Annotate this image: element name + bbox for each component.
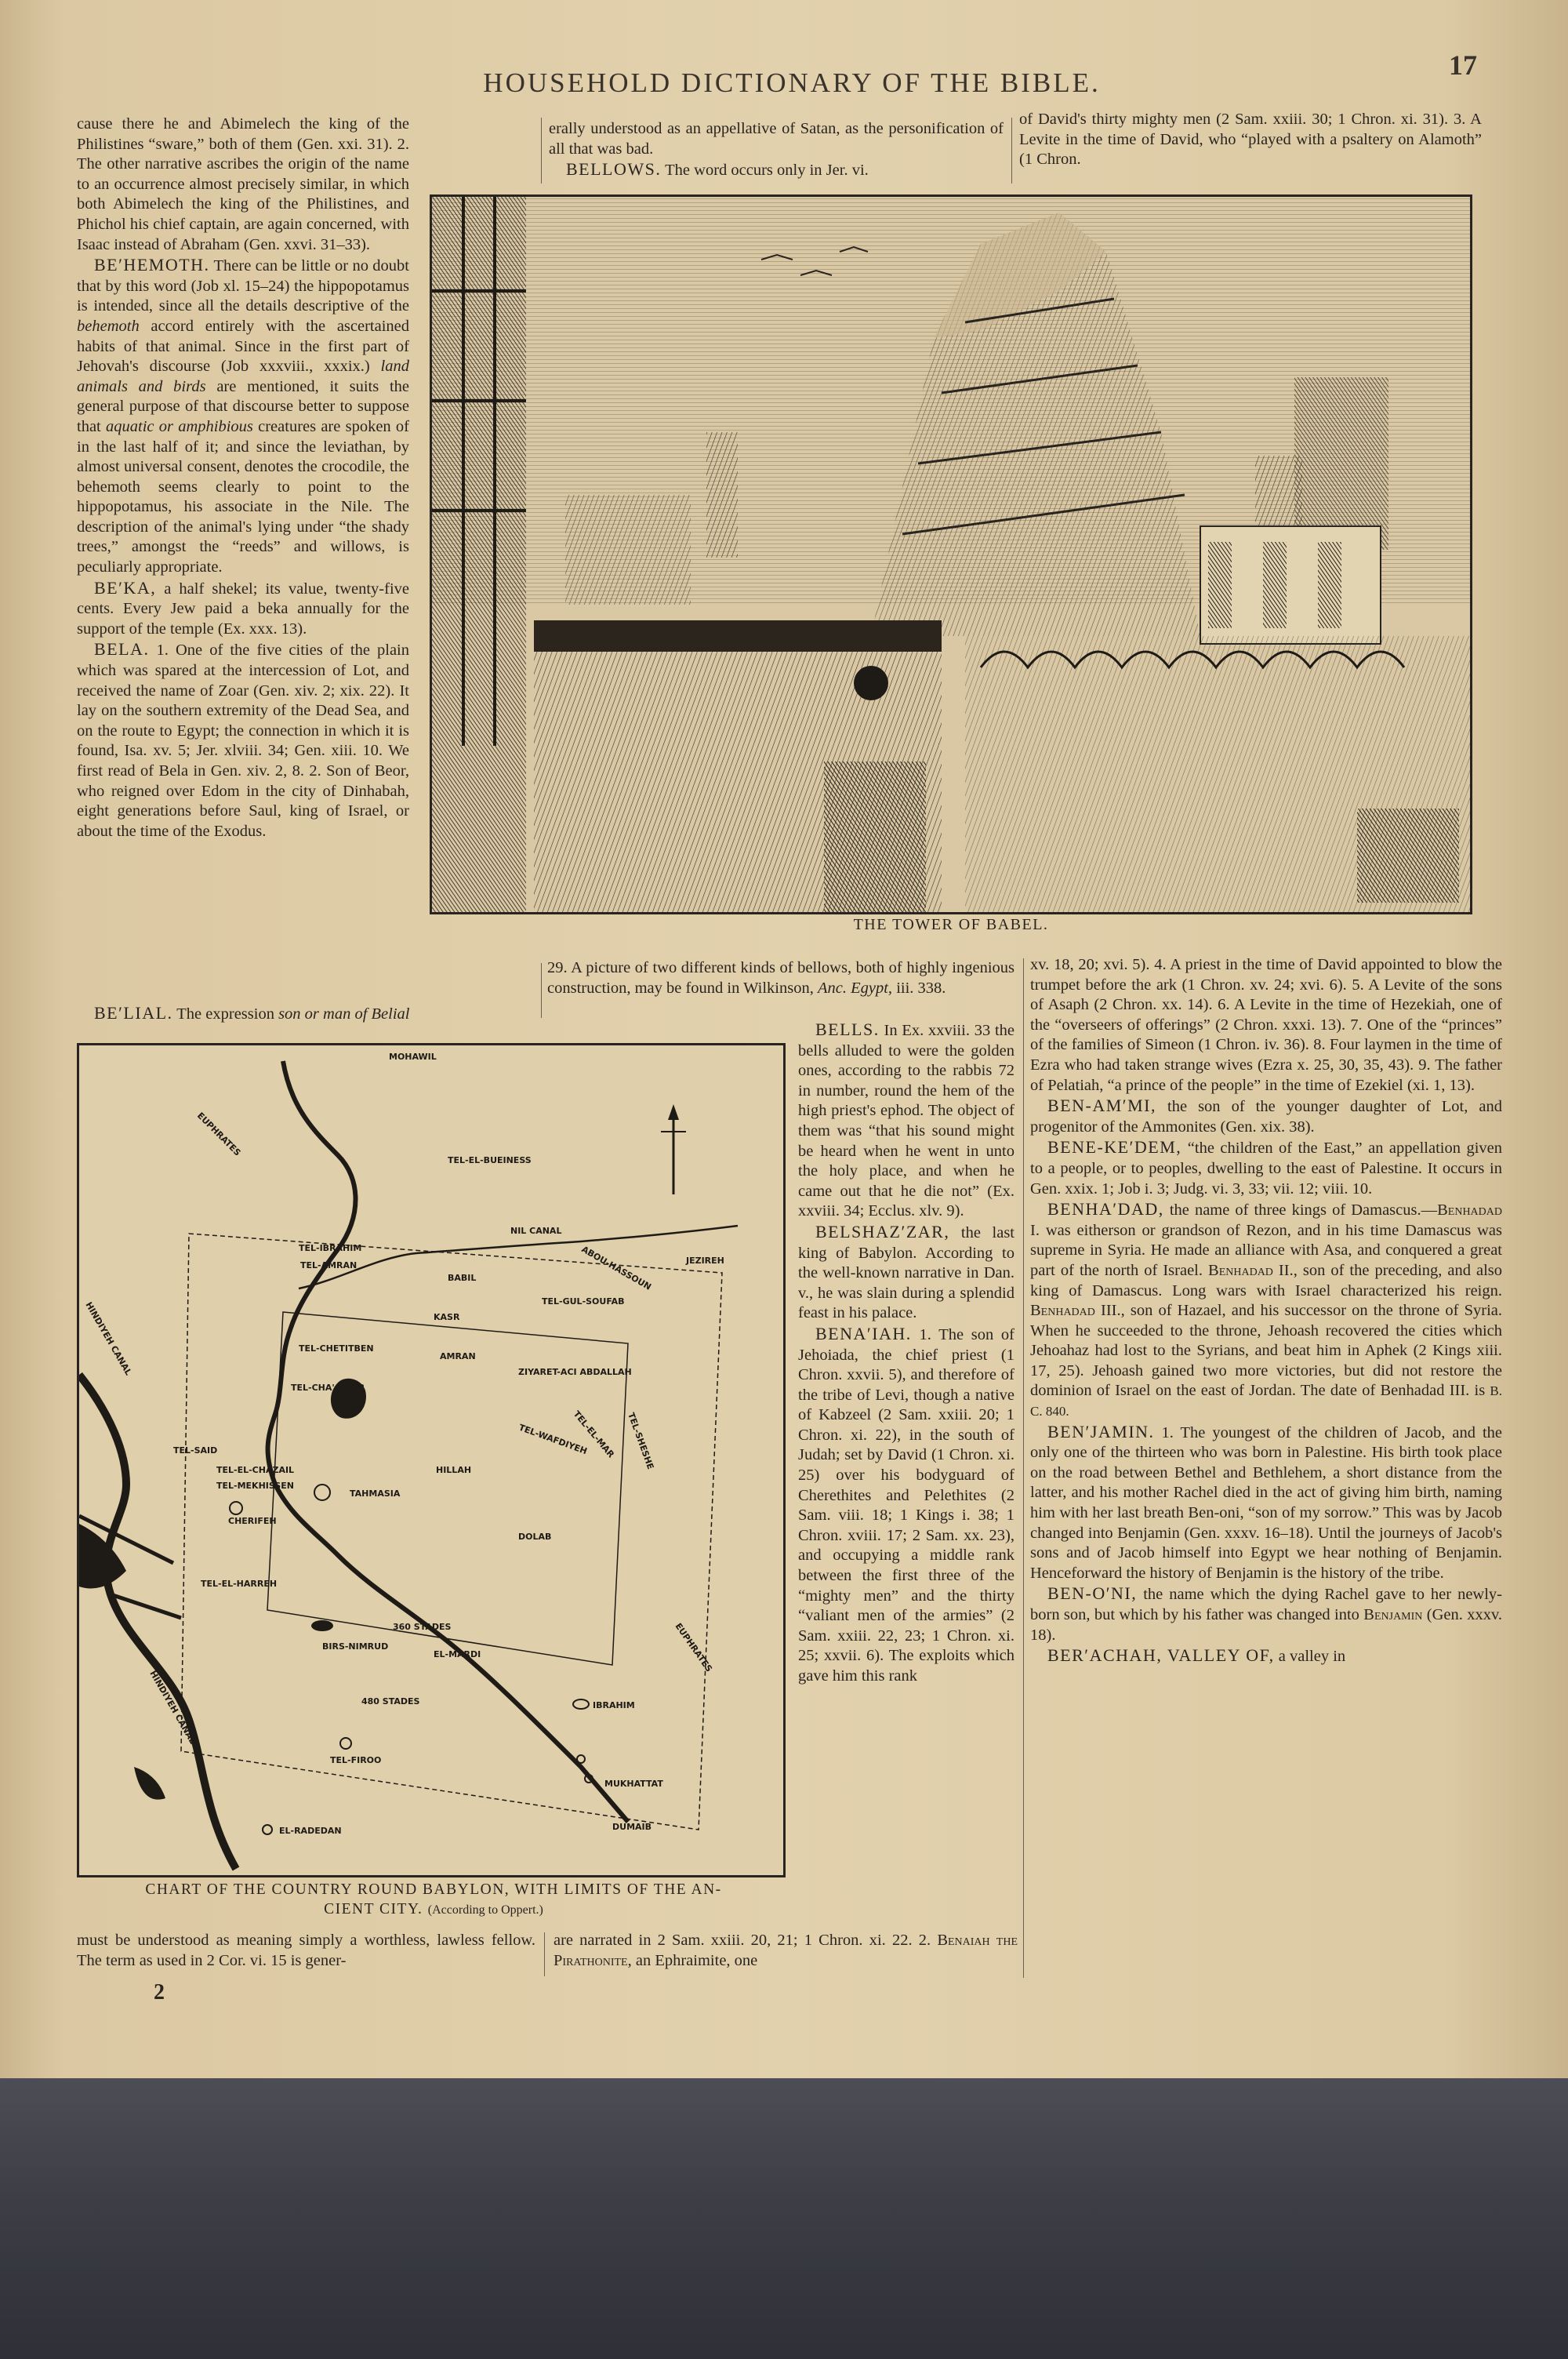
outer-limits — [181, 1234, 722, 1830]
engraving-art — [432, 197, 1470, 912]
map-label: NIL CANAL — [510, 1226, 562, 1236]
distant-towers — [1294, 377, 1388, 550]
headword-beka: BE′KA, — [94, 577, 157, 598]
headword-bellows: BELLOWS. — [566, 159, 662, 180]
map-label: DOLAB — [518, 1532, 552, 1542]
column-bottom-middle: are narrated in 2 Sam. xxiii. 20, 21; 1 Chron. xi. 22. 2. Benaiah the Pirathonite, an Ephraimite, one — [554, 1932, 1018, 1969]
map-label: KASR — [434, 1312, 460, 1322]
map-label: TEL-EL-MAR — [571, 1408, 616, 1460]
headword-benaiah: BENA′IAH. — [815, 1323, 912, 1343]
map-caption: CHART OF THE COUNTRY ROUND BABYLON, WITH LIMITS OF THE AN- CIENT CITY. (According to Oppert.) — [145, 1881, 722, 1917]
entry-bells: BELLS. In Ex. xxviii. 33 the bells alluded to were the golden ones, according to the rabbis 72 in number, round the hem of the high priest's ephod. The object of them was “that his sound might be heard when he went in unto the holy place, and when he came out that he die not” (Ex. xxviii. 34; Ecclus. xlv. 9). — [798, 1020, 1015, 1220]
map-label: TEL-FIROO — [330, 1755, 382, 1765]
map-label: TAHMASIA — [350, 1488, 401, 1499]
map-label: BABIL — [448, 1273, 477, 1283]
headword-bela: BELA. — [94, 639, 150, 660]
headword-belial: BE′LIAL. — [94, 1003, 173, 1023]
column-bottom-left: must be understood as meaning simply a worthless, lawless fellow. The term as used in 2 Cor. vi. 15 is gener- — [77, 1932, 535, 1969]
map-label: ABOU-HASSOUN — [579, 1244, 653, 1292]
entry-benoni: BEN-O′NI, the name which the dying Rachel gave to her newly-born son, but which by his father was changed into Benjamin (Gen. xxxv. 18). — [1030, 1583, 1503, 1644]
headword-benammi: BEN-AM′MI, — [1047, 1096, 1156, 1116]
paragraph-cause: cause there he and Abimelech the king of the Philistines “sware,” both of them (Gen. xxi. 31). 2. The other narrative ascribes the origin of the name to an occurrence almost precisely similar, in which both Abimelech the king of the Philistines, and Phichol his chief captain, are again concerned, with Isaac instead of Abraham (Gen. xxvi. 31–33). — [77, 115, 409, 253]
entry-benaiah: BENA′IAH. 1. The son of Jehoiada, the chief priest (1 Chron. xxvii. 5), and therefore of the tribe of Levi, though a native of Kabzeel (2 Sam. xxiii. 20; 1 Chron. xi. 22), in the south of Judah; set by David (1 Chron. xi. 25) over his bodyguard of Cherethites and Pelethites (2 Sam. viii. 18; 1 Kings i. 38; 1 Chron. xviii. 17; 2 Sam. xx. 23), and occupying a middle rank between the first three of the “mighty men” and the thirty “valiant men of the armies” (2 Sam. xxiii. 22, 23; 1 Chron. xi. 25; xxvii. 6). The exploits which gave him this rank — [798, 1323, 1014, 1685]
headword-berachah: BER′ACHAH, VALLEY OF, — [1047, 1645, 1275, 1666]
map-label: TEL-SAID — [173, 1445, 218, 1456]
map-label: HINDIYEH CANAL — [83, 1300, 134, 1377]
map-label: TEL-SHESHE — [626, 1411, 656, 1471]
column-top-middle: erally understood as an appellative of Satan, as the personification of all that was bad. BELLOWS. The word occurs only in Jer. vi. — [549, 119, 1004, 181]
map-label: 360 STADES — [393, 1622, 452, 1632]
column-bells — [798, 1020, 1014, 1687]
column-rule — [1023, 958, 1024, 1978]
inner-limits — [267, 1312, 628, 1665]
headword-benhadad: BENHA′DAD, — [1047, 1199, 1164, 1219]
map-label: TEL-EL-CHAZAIL — [216, 1465, 295, 1475]
map-label: EL-RADEDAN — [279, 1826, 342, 1836]
statue — [854, 666, 888, 700]
headword-bells: BELLS. — [815, 1020, 880, 1039]
map-art — [79, 1045, 783, 1875]
map-label: DUMAIB — [612, 1822, 652, 1832]
tower-of-babel-engraving — [430, 194, 1472, 914]
entry-berachah: BER′ACHAH, VALLEY OF, a valley in — [1047, 1645, 1346, 1666]
headword-benjamin: BEN′JAMIN. — [1047, 1421, 1155, 1441]
map-label: TEL-IBRAHIM — [299, 1243, 362, 1253]
map-label: JEZIREH — [686, 1256, 724, 1266]
map-label: AMRAN — [440, 1351, 476, 1361]
map-label: IBRAHIM — [593, 1700, 635, 1710]
entry-benammi: BEN-AM′MI, the son of the younger daughter of Lot, and progenitor of the Ammonites (Gen. xix. 38). — [1030, 1096, 1503, 1136]
entry-beka: BE′KA, a half shekel; its value, twenty-five cents. Every Jew paid a beka annually for the support of the temple (Ex. xxx. 13). — [77, 577, 409, 638]
signature-mark: 2 — [154, 1980, 165, 2005]
map-label: EUPHRATES — [673, 1621, 714, 1674]
entry-belial: BE′LIAL. The expression son or man of Belial — [94, 1003, 410, 1023]
scaffolding — [432, 197, 526, 912]
map-label: CHERIFEH — [228, 1516, 277, 1526]
map-label: BIRS-NIMRUD — [322, 1641, 389, 1652]
map-label: HINDIYEH CANAL — [147, 1669, 198, 1746]
headword-behemoth: BE′HEMOTH. — [94, 255, 210, 275]
entry-bela: BELA. 1. One of the five cities of the plain which was spared at the intercession of Lot, and received the name of Zoar (Gen. xiv. 2; xix. 22). It lay on the southern extremity of the Dead Sea, and on the route to Egypt; the connection in which it is found, Isa. xv. 5; Jer. xlviii. 34; Gen. xiii. 10. We first read of Bela in Gen. xiv. 2, 8. 2. Son of Beor, who reigned over Edom in the city of Dinhabah, eight generations before Saul, king of Israel, or about the time of the Exodus. — [77, 639, 409, 840]
entry-benhadad: BENHA′DAD, the name of three kings of Damascus.—Benhadad I. was eitherson or grandson of Rezon, and in his time Damascus was supreme in Syria. He made an alliance with Asa, and conquered a great part of the north of Israel. Benhadad II., son of the preceding, and also king of Damascus. Long wars with Israel characterized his reign. Benhadad III., son of Hazael, and his successor on the throne of Syria. When he succeeded to the throne, Jehoash recovered the cities which Jehoahaz had lost to the Syrians, and beat him in Aphek (2 Kings xiii. 17, 25). Jehoash gained two more victories, but did not restore the dominion of Israel on the east of Jordan. The date of Benhadad III. is B. C. 840. — [1030, 1199, 1503, 1419]
headword-benoni: BEN-O′NI, — [1047, 1583, 1138, 1604]
surface-below-page — [0, 2078, 1568, 2359]
map-label: EL-MARDI — [434, 1649, 481, 1659]
headword-benekedem: BENE-KE′DEM, — [1047, 1137, 1182, 1158]
map-label: ZIYARET-ACI ABDALLAH — [518, 1367, 632, 1377]
map-label: TEL-AMRAN — [300, 1260, 358, 1270]
column-top-left — [77, 114, 409, 841]
map-label: TEL-WAFDIYEH — [517, 1422, 589, 1457]
column-rule — [544, 1932, 545, 1976]
map-label: TEL-EL-BUEINESS — [448, 1155, 532, 1165]
entry-benekedem: BENE-KE′DEM, “the children of the East,” an appellation given to a people, or to peoples, dwelling to the east of Palestine. It occurs in Gen. xxix. 1; Job i. 3; Judg. vi. 3, 33; vii. 12; viii. 10. — [1030, 1137, 1503, 1198]
headword-belshazzar: BELSHAZ′ZAR, — [815, 1221, 950, 1241]
entry-benjamin: BEN′JAMIN. 1. The youngest of the children of Jacob, and the only one of the thirteen who was born in Palestine. His birth took place on the road between Bethel and Bethlehem, a short distance from the latter, and his mother Rachel died in the act of giving him birth, naming him with her last breath Ben-oni, “son of my sorrow.” This was by Jacob changed into Benjamin (Gen. xxxv. 16–18). Until the journeys of Jacob's sons and of Jacob himself into Egypt we hear nothing of Benjamin. Henceforward the history of Benjamin is the history of the tribe. — [1030, 1421, 1502, 1582]
entry-behemoth: BE′HEMOTH. There can be little or no doubt that by this word (Job xl. 15–24) the hippopotamus is intended, since all the details descriptive of the behemoth accord entirely with the ascertained habits of that animal. Since in the first part of Jehovah's discourse (Job xxxviii., xxxix.) land animals and birds are mentioned, it suits the general purpose of that discourse better to suppose that aquatic or amphibious creatures are spoken of in the last half of it; and since the leviathan, by almost universal consent, denotes the crocodile, the behemoth seems clearly to point to the hippopotamus, his associate in the Nile. The description of the animal's lying under “the shady trees,” amongst the “reeds” and willows, is peculiarly appropriate. — [77, 255, 410, 576]
running-header: HOUSEHOLD DICTIONARY OF THE BIBLE. — [483, 67, 1101, 98]
entry-belshazzar: BELSHAZ′ZAR, the last king of Babylon. According to the well-known narrative in Dan. v., he was slain during a splendid feast in his palace. — [798, 1221, 1015, 1322]
map-label: MUKHATTAT — [604, 1779, 663, 1789]
column-rule — [541, 118, 542, 184]
map-label: TEL-CHETITBEN — [299, 1343, 374, 1354]
map-label: 480 STADES — [361, 1696, 420, 1707]
illustration-caption: THE TOWER OF BABEL. — [853, 916, 1049, 933]
column-top-right: of David's thirty mighty men (2 Sam. xxiii. 30; 1 Chron. xi. 31). 3. A Levite in the time of David, who “played with a psaltery on Alamoth” (1 Chron. — [1019, 111, 1482, 169]
map-label: TEL-CHA'ALLER — [291, 1383, 365, 1393]
map-label: TEL-GUL-SOUFAB — [542, 1296, 625, 1307]
column-right: xv. 18, 20; xvi. 5). 4. A priest in the time of David appointed to blow the trumpet before the ark (1 Chron. xv. 24; xvi. 6). 5. A Levite of the sons of Asaph (2 Chron. xx. 14). 6. A Levite in the time of Hezekiah, one of the “overseers of offerings” (2 Chron. xxxi. 13). 7. One of the “princes” of the families of Simeon (1 Chron. iv. 36). 8. Four laymen in the time of Ezra who had taken strange wives (Ezra x. 25, 30, 35, 43). 9. The father of Pelatiah, “a prince of the people” in the time of Ezekiel (xi. 1, 13). BEN-AM′MI, the son of the younger daughter of Lot, and progenitor of the Ammonites (Gen. xix. 38). BENE-KE′DEM, “the children of the East,” an appellation given to a people, or to peoples, dwelling to the east of Palestine. It occurs in Gen. xxix. 1; Job i. 3; Judg. vi. 3, 33; vii. 12; viii. 10. BENHA′DAD, the name of three kings of Damascus.—Benhadad I. was eitherson or grandson of Rezon, and in his time Damascus was supreme in Syria. He made an alliance with Asa, and conquered a great part of the north of Israel. Benhadad II., son of the preceding, and also king of Damascus. Long wars with Israel characterized his reign. Benhadad III., son of Hazael, and his successor on the throne of Syria. When he succeeded to the throne, Jehoash recovered the cities which Jehoahaz had lost to the Syrians, and beat him in Aphek (2 Kings xiii. 17, 25). Jehoash gained two more victories, but did not restore the dominion of Israel on the east of Jordan. The date of Benhadad III. is B. C. 840. BEN′JAMIN. 1. The youngest of the children of Jacob, and the only one of the thirteen who was born in Palestine. His birth took place on the road between Bethel and Bethlehem, a short distance from the latter, and his mother Rachel died in the act of giving him birth, naming him with her last breath Ben-oni, “son of my sorrow.” This was by Jacob changed into Benjamin (Gen. xxxv. 16–18). Until the journeys of Jacob's sons and of Jacob himself into Egypt we hear nothing of Benjamin. Henceforward the history of Benjamin is the history of the tribe. BEN-O′NI, the name which the dying Rachel gave to her newly-born son, but which by his father was changed into Benjamin (Gen. xxxv. 18). BER′ACHAH, VALLEY OF, a valley in — [1030, 955, 1502, 1667]
column-rule — [541, 963, 542, 1018]
entry-bellows: BELLOWS. The word occurs only in Jer. vi. — [566, 159, 869, 180]
page-number: 17 — [1449, 49, 1477, 81]
column-rule — [1011, 118, 1012, 184]
map-label: TEL-EL-HARREH — [201, 1579, 278, 1589]
map-label: HILLAH — [436, 1465, 472, 1475]
map-label: MOHAWIL — [389, 1052, 437, 1062]
map-label: EUPHRATES — [194, 1110, 243, 1158]
babylon-map — [77, 1043, 786, 1877]
map-label: TEL-MEKHISSEN — [216, 1481, 294, 1491]
column-mid-middle: 29. A picture of two different kinds of bellows, both of highly ingenious construction, may be found in Wilkinson, Anc. Egypt, iii. 338. — [547, 959, 1014, 997]
